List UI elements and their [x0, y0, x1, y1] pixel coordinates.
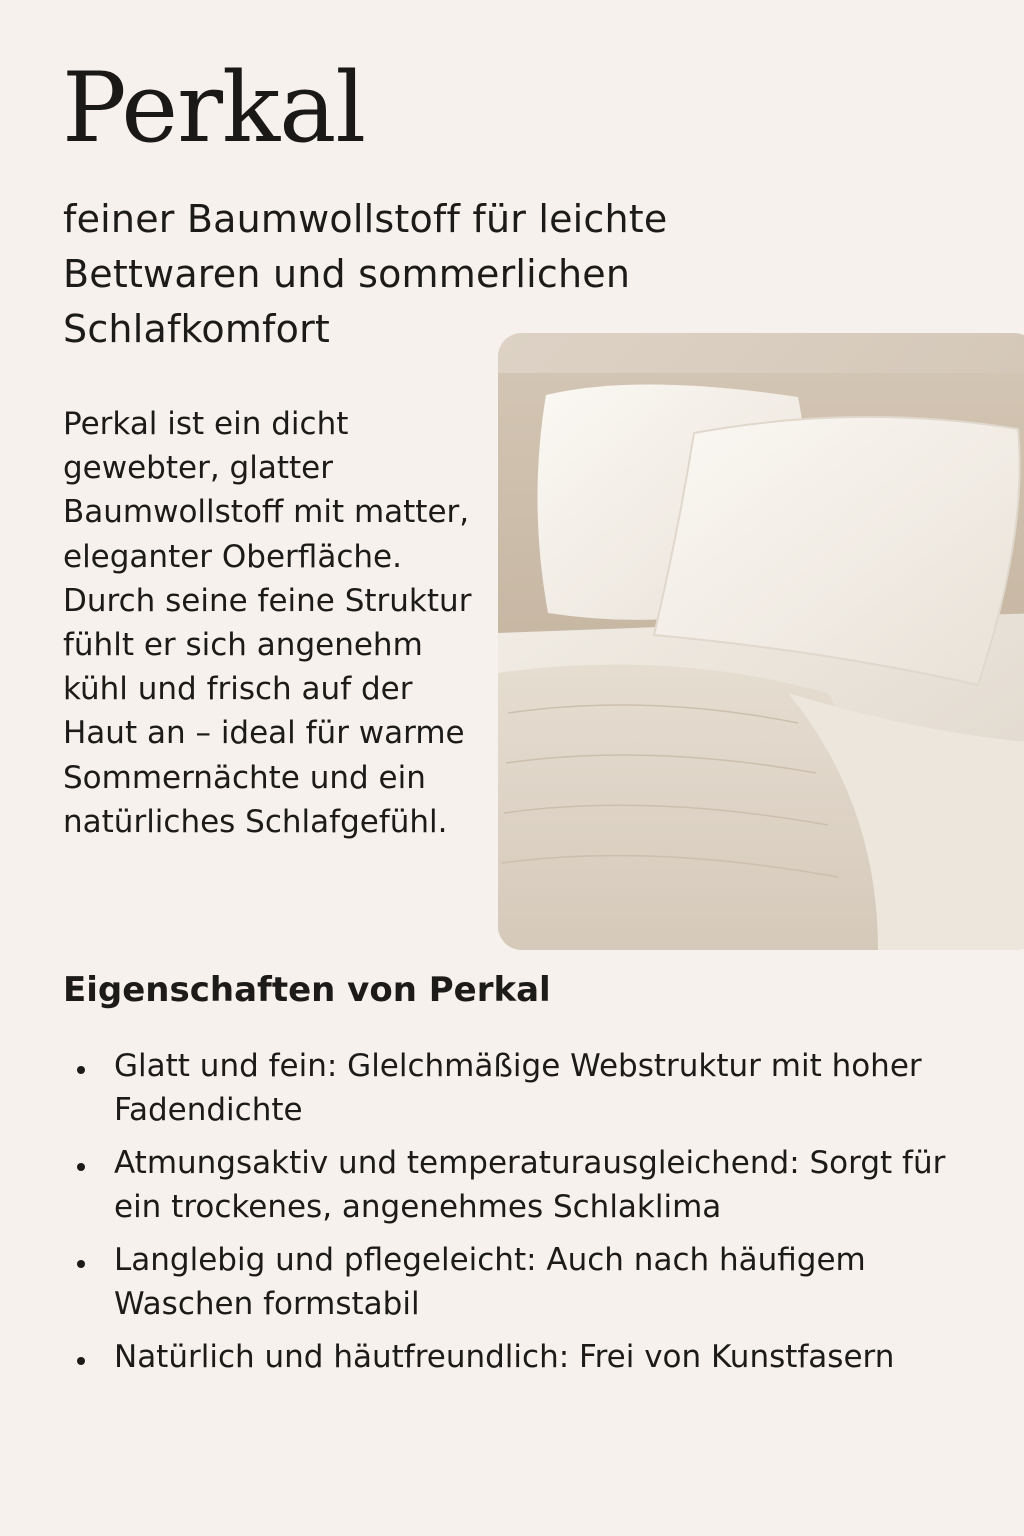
page-title: Perkal — [62, 52, 366, 164]
bed-linen-photo — [498, 333, 1024, 950]
property-item — [63, 1141, 963, 1229]
property-text: Glatt und fein: Glelchmäßige Webstruktur mit hoher Fadendichte — [114, 1048, 922, 1128]
bullet-icon — [77, 1066, 85, 1074]
property-text: Langlebig und pflegeleicht: Auch nach häufigem Waschen formstabil — [114, 1242, 866, 1322]
property-item — [63, 1238, 963, 1326]
bullet-icon — [77, 1260, 85, 1268]
page-subtitle: feiner Baumwollstoff für leichte Bettwaren und sommerlichen Schlafkomfort — [63, 197, 668, 351]
bed-illustration — [498, 333, 1024, 950]
property-text: Atmungsaktiv und temperaturausgleichend: Sorgt für ein trockenes, angenehmes Schlaklima — [114, 1145, 946, 1225]
property-item — [63, 1335, 963, 1379]
property-item — [63, 1044, 963, 1132]
properties-list — [63, 1044, 963, 1388]
intro-paragraph: Perkal ist ein dicht gewebter, glatter Baumwollstoff mit matter, eleganter Oberfläche. Durch seine feine Struktur fühlt er sich angenehm kühl und frisch auf der Haut an – ideal für warme Sommernächte und ein natürliches Schlafgefühl. — [63, 406, 472, 840]
properties-heading: Eigenschaften von Perkal — [63, 970, 551, 1010]
bullet-icon — [77, 1357, 85, 1365]
bullet-icon — [77, 1163, 85, 1171]
property-text: Natürlich und häutfreundlich: Frei von Kunstfasern — [114, 1339, 895, 1375]
